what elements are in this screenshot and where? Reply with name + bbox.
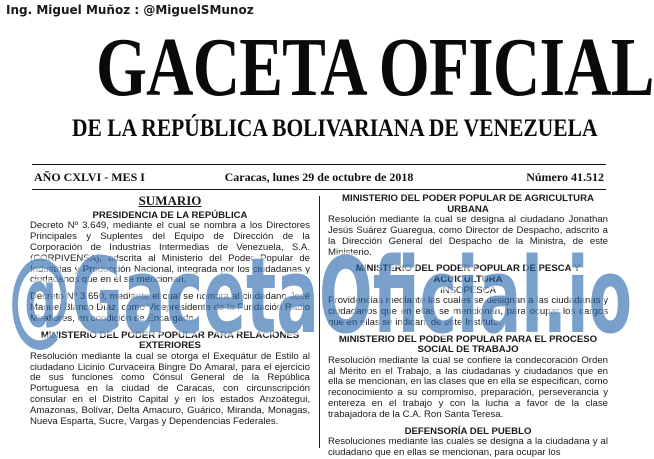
section-heading: DEFENSORÍA DEL PUEBLO (404, 425, 532, 437)
section-paragraph: Resolución mediante la cual se otorga el Exequátur de Estilo al ciudadano Licinio Curvaceira Bingre Do Amaral, para el ejercicio de sus funciones como Cónsul General de la República Portuguesa en la ciudad de Caracas, con circunscripción consular en el Distrito Capital y en los estados Anzoátegui, Amazonas, Bolívar, Delta Amacuro, Guárico, Miranda, Monagas, Nueva Esparta, Sucre, Vargas y Dependencias Federales. (30, 350, 310, 427)
section-paragraph: Resolución mediante la cual se confiere la condecoración Orden al Mérito en el Trabajo, a las ciudadanas y ciudadanos que en ella se mencionan, en las clases que en ella se especifican, como reconocimiento a su compromiso, preparación, perseverancia y entereza en el trabajo y con la lucha a favor de la clase trabajadora de la C.A. Ron Santa Teresa. (328, 354, 608, 420)
section-subheading: INSOPESCA (440, 284, 496, 296)
section-paragraph: Resolución mediante la cual se designa al ciudadano Jonathan Jesús Suárez Guaregua, como Director de Despacho, adscrito a la Dirección General del Despacho de la Ministra, de este Ministerio. (328, 214, 608, 258)
author-credit: Ing. Miguel Muñoz : @MiguelSMunoz (6, 3, 254, 17)
masthead-title: GACETA OFICIAL (96, 21, 654, 114)
section-heading: MINISTERIO DEL PODER POPULAR DE AGRICULTURA URBANA (342, 193, 594, 215)
section-heading: MINISTERIO DEL PODER POPULAR PARA RELACIONES EXTERIORES (40, 329, 300, 352)
section-relaciones-exteriores (30, 331, 310, 428)
section-presidencia (30, 211, 310, 325)
sumario-title: SUMARIO (138, 193, 202, 208)
section-pesca-acuicultura (328, 264, 608, 328)
watermark-text: @GacetaOficial.io (8, 235, 632, 357)
issue-year-month: AÑO CXLVI - MES I (34, 170, 145, 184)
section-heading: PRESIDENCIA DE LA REPÚBLICA (92, 209, 248, 221)
section-paragraph: Decreto Nº 3.650, mediante el cual se nombra al ciudadano José Manuel Blanco Díaz, como Vicepresidente de la Fundación Radio Miraflores, en condición de Encargado. (30, 291, 310, 324)
issue-bar (32, 164, 606, 190)
section-proceso-social-trabajo (328, 335, 608, 421)
summary-left-column (30, 194, 310, 448)
issue-date: Caracas, lunes 29 de octubre de 2018 (224, 170, 414, 184)
section-paragraph: Resoluciones mediante las cuales se designa a la ciudadana y al ciudadano que en ellas se mencionan, para ocupar los (328, 436, 608, 458)
section-agricultura-urbana (328, 194, 608, 258)
section-heading: MINISTERIO DEL PODER POPULAR PARA EL PROCESO SOCIAL DE TRABAJO (338, 333, 598, 356)
summary-right-column (328, 193, 608, 458)
masthead-subtitle: DE LA REPÚBLICA BOLIVARIANA DE VENEZUELA (72, 115, 598, 142)
issue-number: Número 41.512 (526, 170, 604, 184)
column-divider (319, 196, 320, 448)
section-paragraph: Decreto Nº 3.649, mediante el cual se nombra a los Directores Principales y Suplentes del Equipo de Dirección de la Corporación de Industrias Intermedias de Venezuela, S.A. (CORPIVENSA), adscrita al Ministerio del Poder Popular de Industrias y Producción Nacional, integrada por los ciudadanas y ciudadanos que en él se mencionan. (30, 220, 310, 286)
section-defensoria-pueblo (328, 427, 608, 459)
section-paragraph: Providencias mediante las cuales se designan a las ciudadanas y ciudadanos que en ellas se mencionan, para ocupar los cargos que en ellas se indican, de este Instituto. (328, 295, 608, 328)
masthead (30, 20, 654, 142)
section-heading: MINISTERIO DEL PODER POPULAR DE PESCA Y ACUICULTURA (355, 263, 581, 285)
